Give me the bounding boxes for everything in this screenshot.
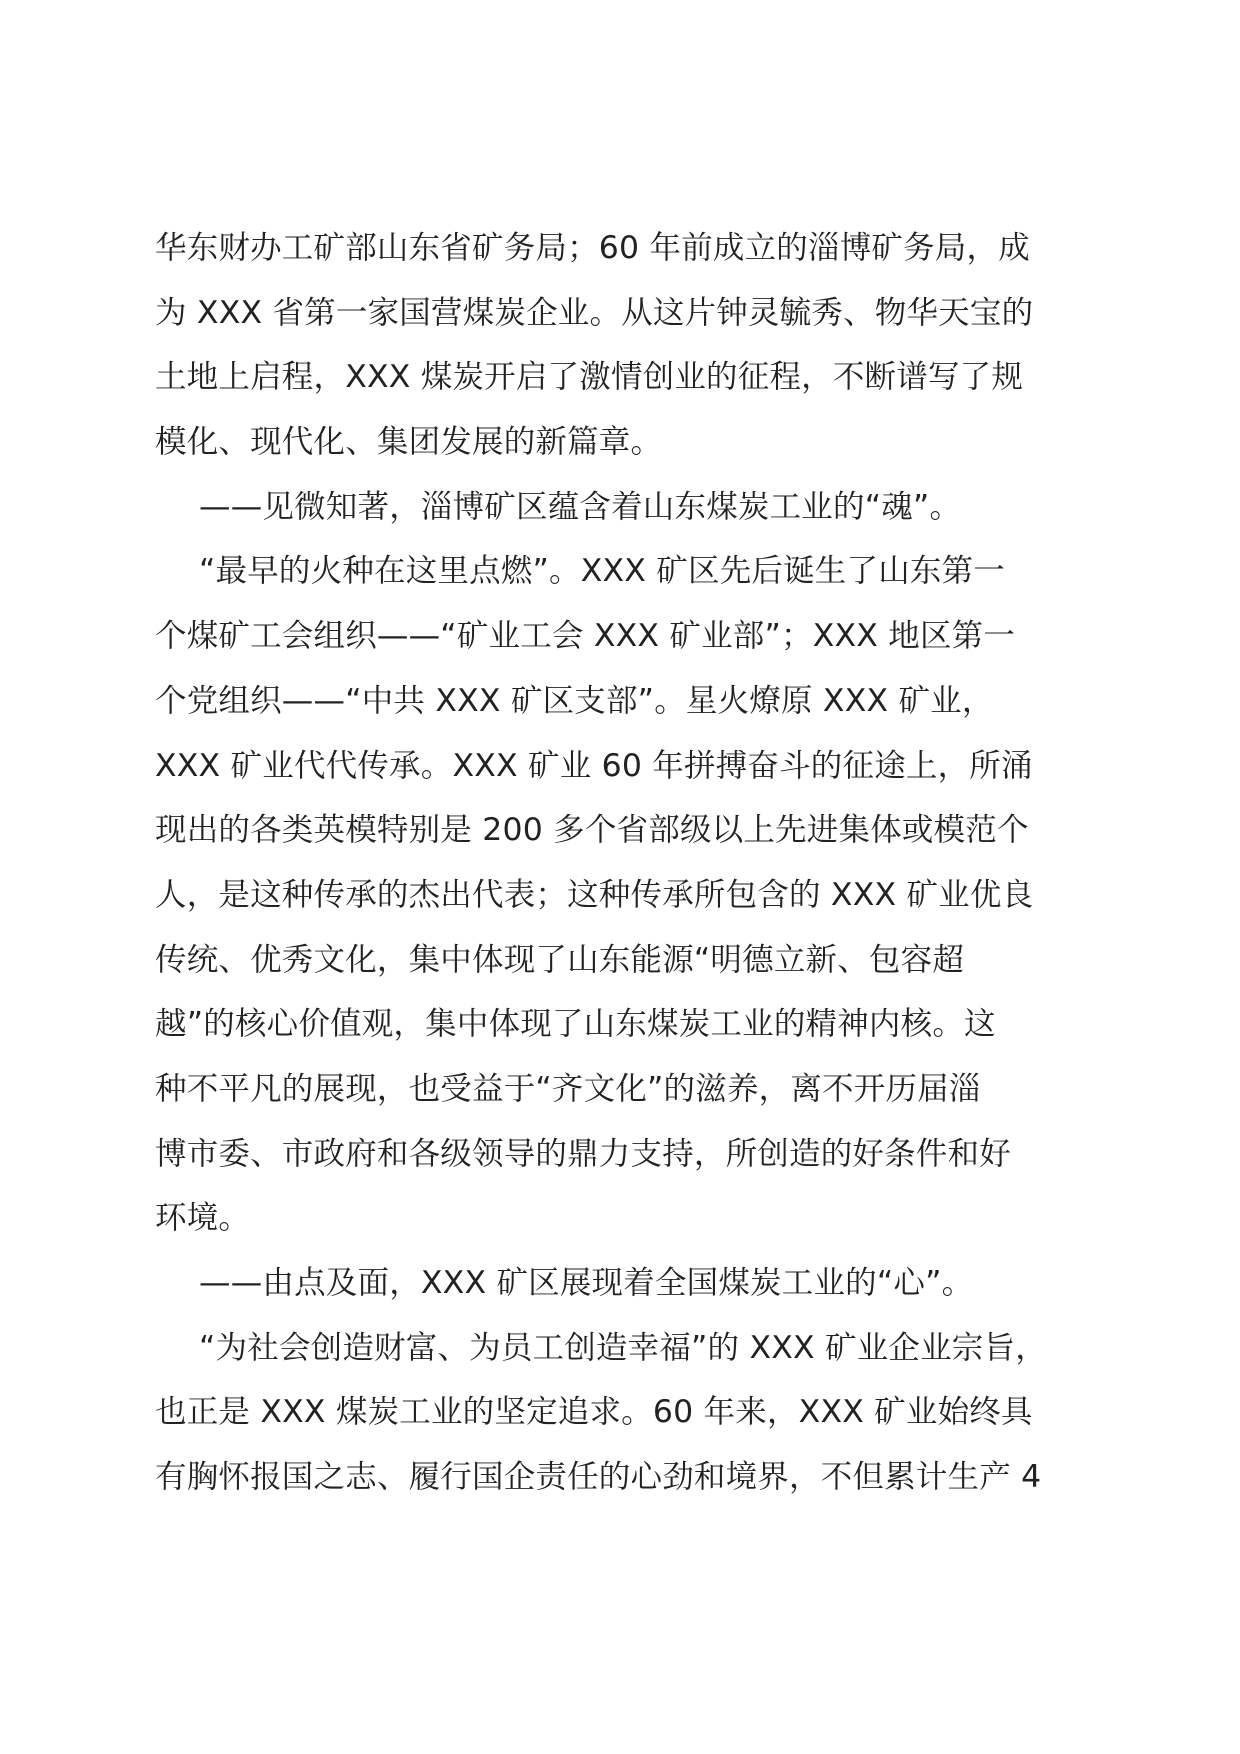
section-heading: ——由点及面，XXX 矿区展现着全国煤炭工业的“心”。	[199, 1265, 974, 1301]
text-line: 也正是 XXX 煤炭工业的坚定追求。60 年来，XXX 矿业始终具	[155, 1394, 1033, 1431]
body-text	[155, 216, 1095, 1510]
text-line: 模化、现代化、集团发展的新篇章。	[155, 424, 663, 461]
text-line: 博市委、市政府和各级领导的鼎力支持，所创造的好条件和好	[155, 1135, 1011, 1172]
text-line: 华东财办工矿部山东省矿务局；60 年前成立的淄博矿务局，成	[155, 230, 1030, 266]
text-line: XXX 矿业代代传承。XXX 矿业 60 年拼搏奋斗的征途上，所涌	[155, 747, 1033, 784]
text-line: 传统、优秀文化，集中体现了山东能源“明德立新、包容超	[155, 941, 965, 978]
text-line: 种不平凡的展现，也受益于“齐文化”的滋养，离不开历届淄	[155, 1070, 981, 1107]
text-line: 有胸怀报国之志、履行国企责任的心劲和境界，不但累计生产 4	[155, 1459, 1042, 1496]
section-heading: ——见微知著，淄博矿区蕴含着山东煤炭工业的“魂”。	[199, 488, 962, 525]
text-line: 越”的核心价值观，集中体现了山东煤炭工业的精神内核。这	[155, 1006, 996, 1043]
text-line: 个煤矿工会组织——“矿业工会 XXX 矿业部”；XXX 地区第一	[155, 618, 1016, 655]
text-line: 土地上启程，XXX 煤炭开启了激情创业的征程，不断谱写了规	[155, 359, 1024, 396]
text-line: 现出的各类英模特别是 200 多个省部级以上先进集体或模范个	[155, 812, 1029, 849]
text-line: “为社会创造财富、为员工创造幸福”的 XXX 矿业企业宗旨，	[199, 1329, 1047, 1366]
text-line: 个党组织——“中共 XXX 矿区支部”。星火燎原 XXX 矿业，	[155, 682, 994, 719]
text-line: “最早的火种在这里点燃”。XXX 矿区先后诞生了山东第一	[199, 553, 1005, 590]
text-line: 为 XXX 省第一家国营煤炭企业。从这片钟灵毓秀、物华天宝的	[155, 294, 1034, 331]
text-line: 人，是这种传承的杰出代表；这种传承所包含的 XXX 矿业优良	[155, 876, 1034, 913]
text-line: 环境。	[155, 1200, 251, 1237]
